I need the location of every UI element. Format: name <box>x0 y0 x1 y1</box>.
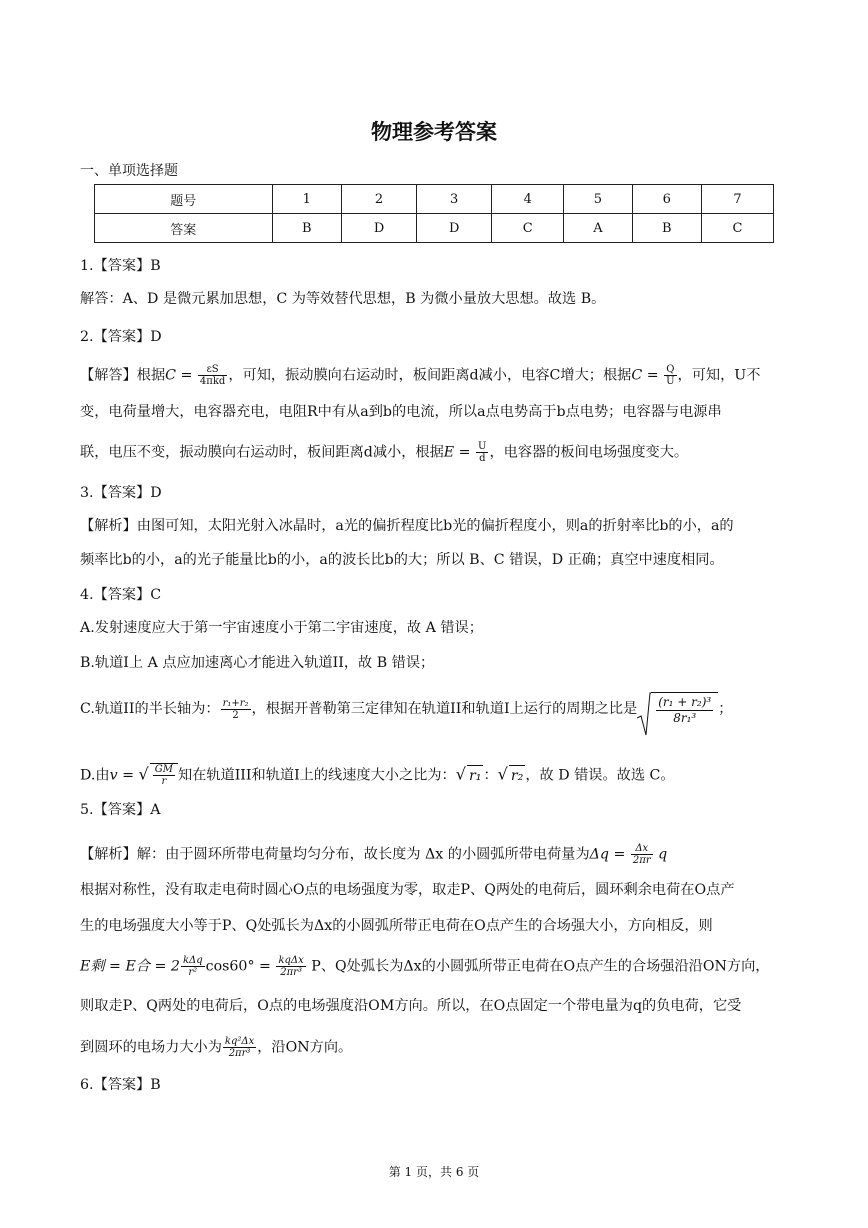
table-cell: 1 <box>272 185 341 214</box>
text: ，故 D 错误。故选 C。 <box>525 767 675 784</box>
page-footer: 第 1 页，共 6 页 <box>388 1165 480 1179</box>
page-title: 物理参考答案 <box>371 120 497 144</box>
text: ； <box>718 701 733 717</box>
table-cell: 4 <box>492 185 564 214</box>
table-cell: C <box>492 214 564 243</box>
q5-line-3: 生的电场强度大小等于P、Q处弧长为Δx的小圆弧所带正电荷在O点产生的合场强大小，方向相反，则 <box>80 918 713 934</box>
fraction <box>631 843 653 866</box>
denominator: r² <box>188 967 198 978</box>
q5-line-2: 根据对称性，没有取走电荷时圆心O点的电场强度为零，取走P、Q两处的电荷后，圆环剩余电荷在O点产 <box>80 882 735 898</box>
denominator: U <box>666 376 675 387</box>
numerator: kΔq <box>182 955 203 966</box>
radical: r₁ <box>467 765 483 786</box>
fraction <box>153 764 175 787</box>
text: ，电容器的板间电场强度变大。 <box>489 444 689 461</box>
denominator: r <box>161 776 167 787</box>
q3-line-2: 频率比b的小，a的光子能量比b的小，a的波长比b的大；所以 B、C 错误，D 正确；真空中速度相同。 <box>80 552 724 568</box>
numerator: Q <box>664 364 676 376</box>
formula: Δq = <box>589 846 630 863</box>
numerator: kqΔx <box>278 955 304 966</box>
q2-line-3 <box>80 441 688 464</box>
formula: C = <box>631 367 664 384</box>
table-cell: 6 <box>632 185 701 214</box>
numerator: U <box>478 441 487 452</box>
text: D.由 <box>80 767 110 784</box>
section-heading: 一、单项选择题 <box>80 163 178 179</box>
table-row <box>95 185 774 214</box>
table-header-cell: 答案 <box>95 214 273 243</box>
text: 【解析】解：由于圆环所带电荷量均匀分布，故长度为 Δx 的小圆弧所带电荷量为 <box>80 846 590 863</box>
q6-answer-heading: 6.【答案】B <box>80 1077 161 1093</box>
q3-answer-heading: 3.【答案】D <box>80 485 162 501</box>
numerator: GM <box>154 764 173 775</box>
text: P、Q处弧长为Δx的小圆弧所带正电荷在O点产生的合场强沿沿ON方向， <box>306 958 770 975</box>
text: ，可知，振动膜向右运动时，板间距离d减小，电容C增大；根据 <box>228 367 632 384</box>
numerator: r₁+r₂ <box>222 697 249 709</box>
denominator: 4πkd <box>199 376 226 387</box>
text: ： <box>483 767 498 784</box>
text: 知在轨道III和轨道I上的线速度大小之比为： <box>177 767 456 784</box>
q5-line-1 <box>80 843 667 866</box>
fraction <box>476 441 488 464</box>
formula: cos60° = <box>205 958 276 975</box>
denominator: 2 <box>232 709 239 721</box>
q3-line-1: 【解析】由图可知，太阳光射入冰晶时，a光的偏折程度比b光的偏折程度小，则a的折射率比b的小，a的 <box>80 518 734 534</box>
radical: r₂ <box>509 765 525 786</box>
q2-line-1 <box>80 364 760 387</box>
fraction <box>198 364 227 387</box>
table-cell: C <box>701 214 773 243</box>
denominator: 8r₁³ <box>673 711 697 725</box>
table-row <box>95 214 774 243</box>
table-cell: B <box>632 214 701 243</box>
fraction <box>221 698 251 721</box>
denominator: d <box>479 453 486 464</box>
denominator: 2πr <box>632 855 651 866</box>
formula: E剩 = E合 = 2 <box>80 958 180 975</box>
radical-sign <box>637 692 651 736</box>
fraction <box>276 955 305 978</box>
q4-option-b: B.轨道I上 A 点应加速离心才能进入轨道II，故 B 错误； <box>80 655 435 671</box>
table-cell: B <box>272 214 341 243</box>
q5-line-5: 则取走P、Q两处的电荷后，O点的电场强度沿OM方向。所以，在O点固定一个带电量为q的负电荷，它受 <box>80 998 742 1014</box>
text: 联，电压不变，振动膜向右运动时，板间距离d减小，根据 <box>80 444 444 461</box>
table-cell: D <box>341 214 416 243</box>
table-cell: 5 <box>564 185 632 214</box>
q4-answer-heading: 4.【答案】C <box>80 587 162 603</box>
table-cell: 3 <box>417 185 492 214</box>
formula: q <box>653 846 668 863</box>
numerator: kq²Δx <box>224 1036 255 1047</box>
text: 到圆环的电场力大小为 <box>80 1039 222 1056</box>
fraction <box>223 1036 256 1059</box>
radical <box>637 692 718 726</box>
table-cell: 7 <box>701 185 773 214</box>
table-cell: A <box>564 214 632 243</box>
table-cell: D <box>417 214 492 243</box>
table-cell: 2 <box>341 185 416 214</box>
numerator: (r₁ + r₂)³ <box>658 695 712 709</box>
text: ，沿ON方向。 <box>257 1039 353 1056</box>
q5-answer-heading: 5.【答案】A <box>80 802 161 818</box>
q2-line-2: 变，电荷量增大，电容器充电，电阻R中有从a到b的电流，所以a点电势高于b点电势；电容器与电源串 <box>80 404 722 420</box>
table-header-cell: 题号 <box>95 185 273 214</box>
q4-option-a: A.发射速度应大于第一宇宙速度小于第二宇宙速度，故 A 错误； <box>80 620 483 636</box>
radical-sign: √ <box>455 764 466 784</box>
formula: E = <box>443 444 476 461</box>
radical-sign: √ <box>497 764 508 784</box>
q1-answer-heading: 1.【答案】B <box>80 258 161 274</box>
numerator: εS <box>198 364 227 376</box>
q4-option-d <box>80 763 675 787</box>
text: ，根据开普勒第三定律知在轨道II和轨道I上运行的周期之比是 <box>251 701 638 717</box>
radical-sign: √ <box>138 764 149 784</box>
fraction <box>181 955 205 978</box>
radical <box>150 763 178 787</box>
fraction <box>656 695 713 726</box>
answer-table <box>94 184 774 243</box>
fraction <box>664 364 676 387</box>
q4-option-c <box>80 692 732 726</box>
q2-answer-heading: 2.【答案】D <box>80 329 162 345</box>
formula: C = <box>165 367 197 384</box>
numerator: Δx <box>631 843 653 855</box>
text: 【解答】根据 <box>80 367 166 384</box>
denominator: 2πr³ <box>280 967 302 978</box>
denominator: 2πr³ <box>228 1048 251 1059</box>
q1-explanation: 解答：A、D 是微元累加思想，C 为等效替代思想，B 为微小量放大思想。故选 B。 <box>80 291 606 307</box>
q5-line-6 <box>80 1036 352 1059</box>
q5-line-4 <box>80 955 769 978</box>
text: ，可知，U不 <box>677 367 761 384</box>
text: C.轨道II的半长轴为： <box>80 701 220 717</box>
formula: v = <box>109 767 139 784</box>
